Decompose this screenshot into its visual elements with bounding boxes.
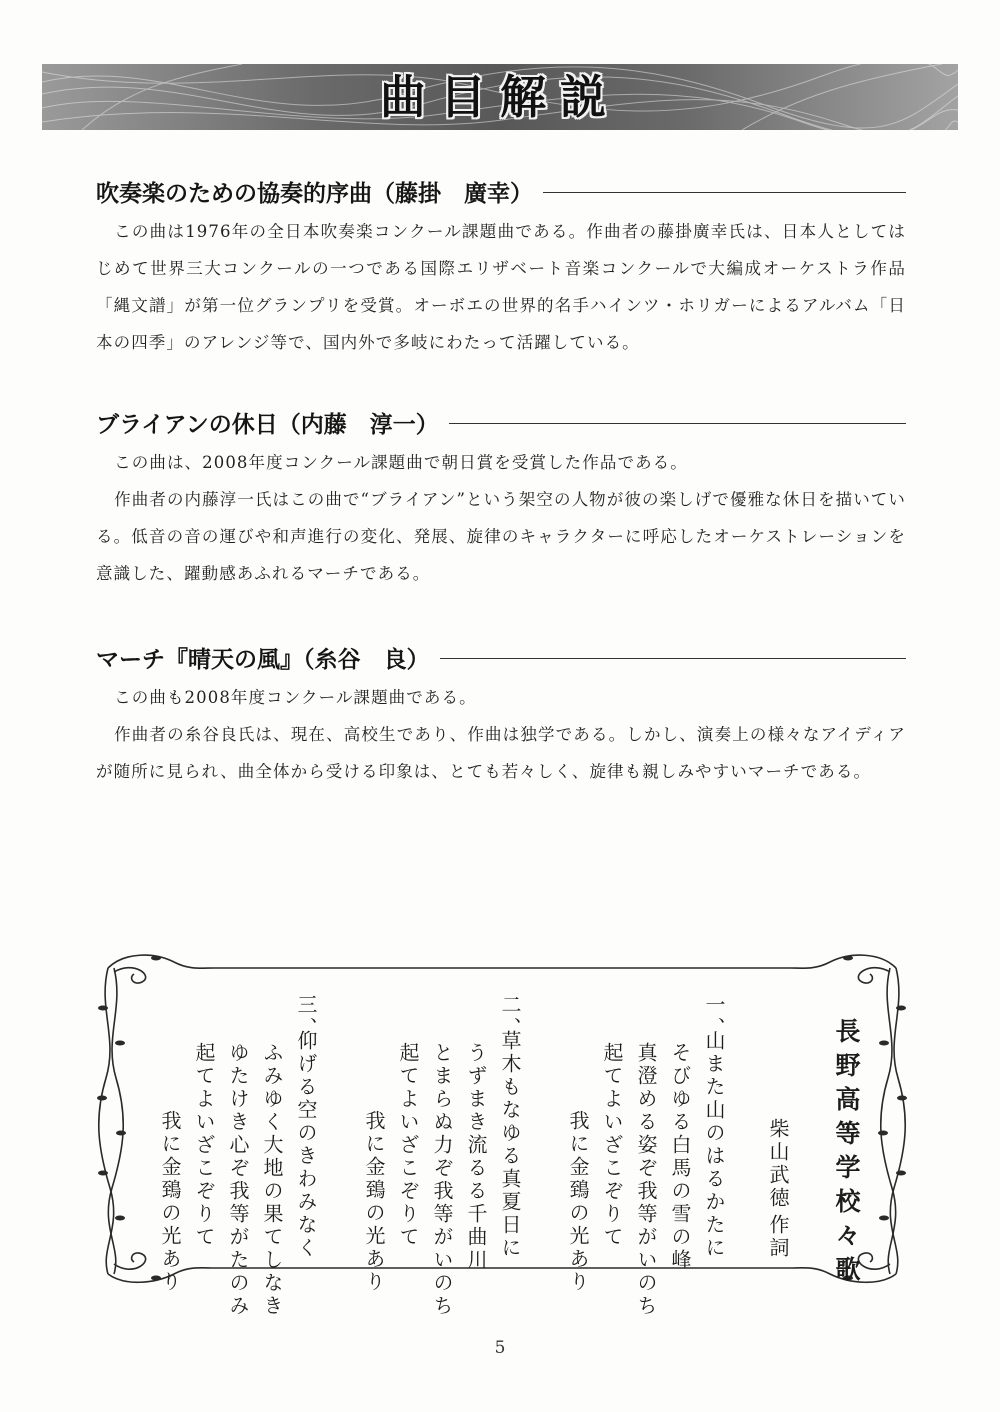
section-paragraph: 作曲者の内藤淳一氏はこの曲で“ブライアン”という架空の人物が彼の楽しげで優雅な休日を描いている。低音の音の運びや和声進行の変化、発展、旋律のキャラクターに呼応したオーケストレーションを意識した、躍動感あふれるマーチである。 (96, 490, 906, 583)
section-concert-overture (96, 174, 906, 361)
header-banner (42, 64, 958, 130)
section-paragraph: この曲は、2008年度コンクール課題曲で朝日賞を受賞した作品である。 (114, 453, 688, 472)
section-heading (96, 405, 906, 439)
verse-line: 我に金鵄の光あり (158, 1110, 182, 1294)
verse-number: 三、 (294, 994, 318, 1040)
song-title: 長野高等学校々歌 (832, 1018, 861, 1290)
page-title: 曲目解説 (380, 70, 620, 124)
page-number: 5 (494, 1338, 506, 1358)
verse-number: 二、 (498, 994, 522, 1040)
section-brian-holiday (96, 405, 906, 592)
section-rule (440, 658, 907, 659)
verse-line: 真澄める姿ぞ我等がいのち (634, 1042, 658, 1318)
verse-line: 我に金鵄の光あり (566, 1110, 590, 1294)
section-march-fine-wind (96, 640, 906, 790)
verse-line: ゆたけき心ぞ我等がたのみ (226, 1042, 250, 1318)
verse-line: 起てよいざこぞりて (192, 1042, 216, 1249)
verse-line: とまらぬ力ぞ我等がいのち (430, 1042, 454, 1318)
section-heading (96, 174, 906, 208)
verse-line: 起てよいざこぞりて (396, 1042, 420, 1249)
section-title: 吹奏楽のための協奏的序曲（藤掛 廣幸） (96, 180, 533, 207)
verse-line: 我に金鵄の光あり (362, 1110, 386, 1294)
verse-line: そびゆる白馬の雪の峰 (668, 1042, 692, 1272)
verse-line: 起てよいざこぞりて (600, 1042, 624, 1249)
lyricist-name: 柴山武徳 (766, 1118, 790, 1210)
verse-line: うずまき流るる千曲川 (464, 1042, 488, 1272)
lyricist-role: 作詞 (766, 1214, 790, 1260)
section-paragraph: この曲は1976年の全日本吹奏楽コンクール課題曲である。作曲者の藤掛廣幸氏は、日本人としてはじめて世界三大コンクールの一つである国際エリザベート音楽コンクールで大編成オーケストラ作品「縄文譜」が第一位グランプリを受賞。オーボエの世界的名手ハインツ・ホリガーによるアルバム「日本の四季」のアレンジ等で、国内外で多岐にわたって活躍している。 (96, 222, 906, 352)
section-paragraph: この曲も2008年度コンクール課題曲である。 (114, 688, 477, 707)
section-title: ブライアンの休日（内藤 淳一） (96, 411, 439, 438)
section-rule (543, 192, 906, 193)
verse-line: 草木もなゆる真夏日に (498, 1030, 522, 1260)
verse-line: ふみゆく大地の果てしなき (260, 1042, 284, 1318)
school-song-box (94, 948, 910, 1318)
verse-number: 一、 (702, 994, 726, 1040)
verse-line: 山また山のはるかたに (702, 1030, 726, 1260)
section-title: マーチ『晴天の風』（糸谷 良） (96, 646, 430, 673)
verse-line: 仰げる空のきわみなく (294, 1030, 318, 1260)
section-heading (96, 640, 906, 674)
section-paragraph: 作曲者の糸谷良氏は、現在、高校生であり、作曲は独学である。しかし、演奏上の様々なアイディアが随所に見られ、曲全体から受ける印象は、とても若々しく、旋律も親しみやすいマーチである。 (96, 725, 906, 781)
section-rule (449, 423, 906, 424)
